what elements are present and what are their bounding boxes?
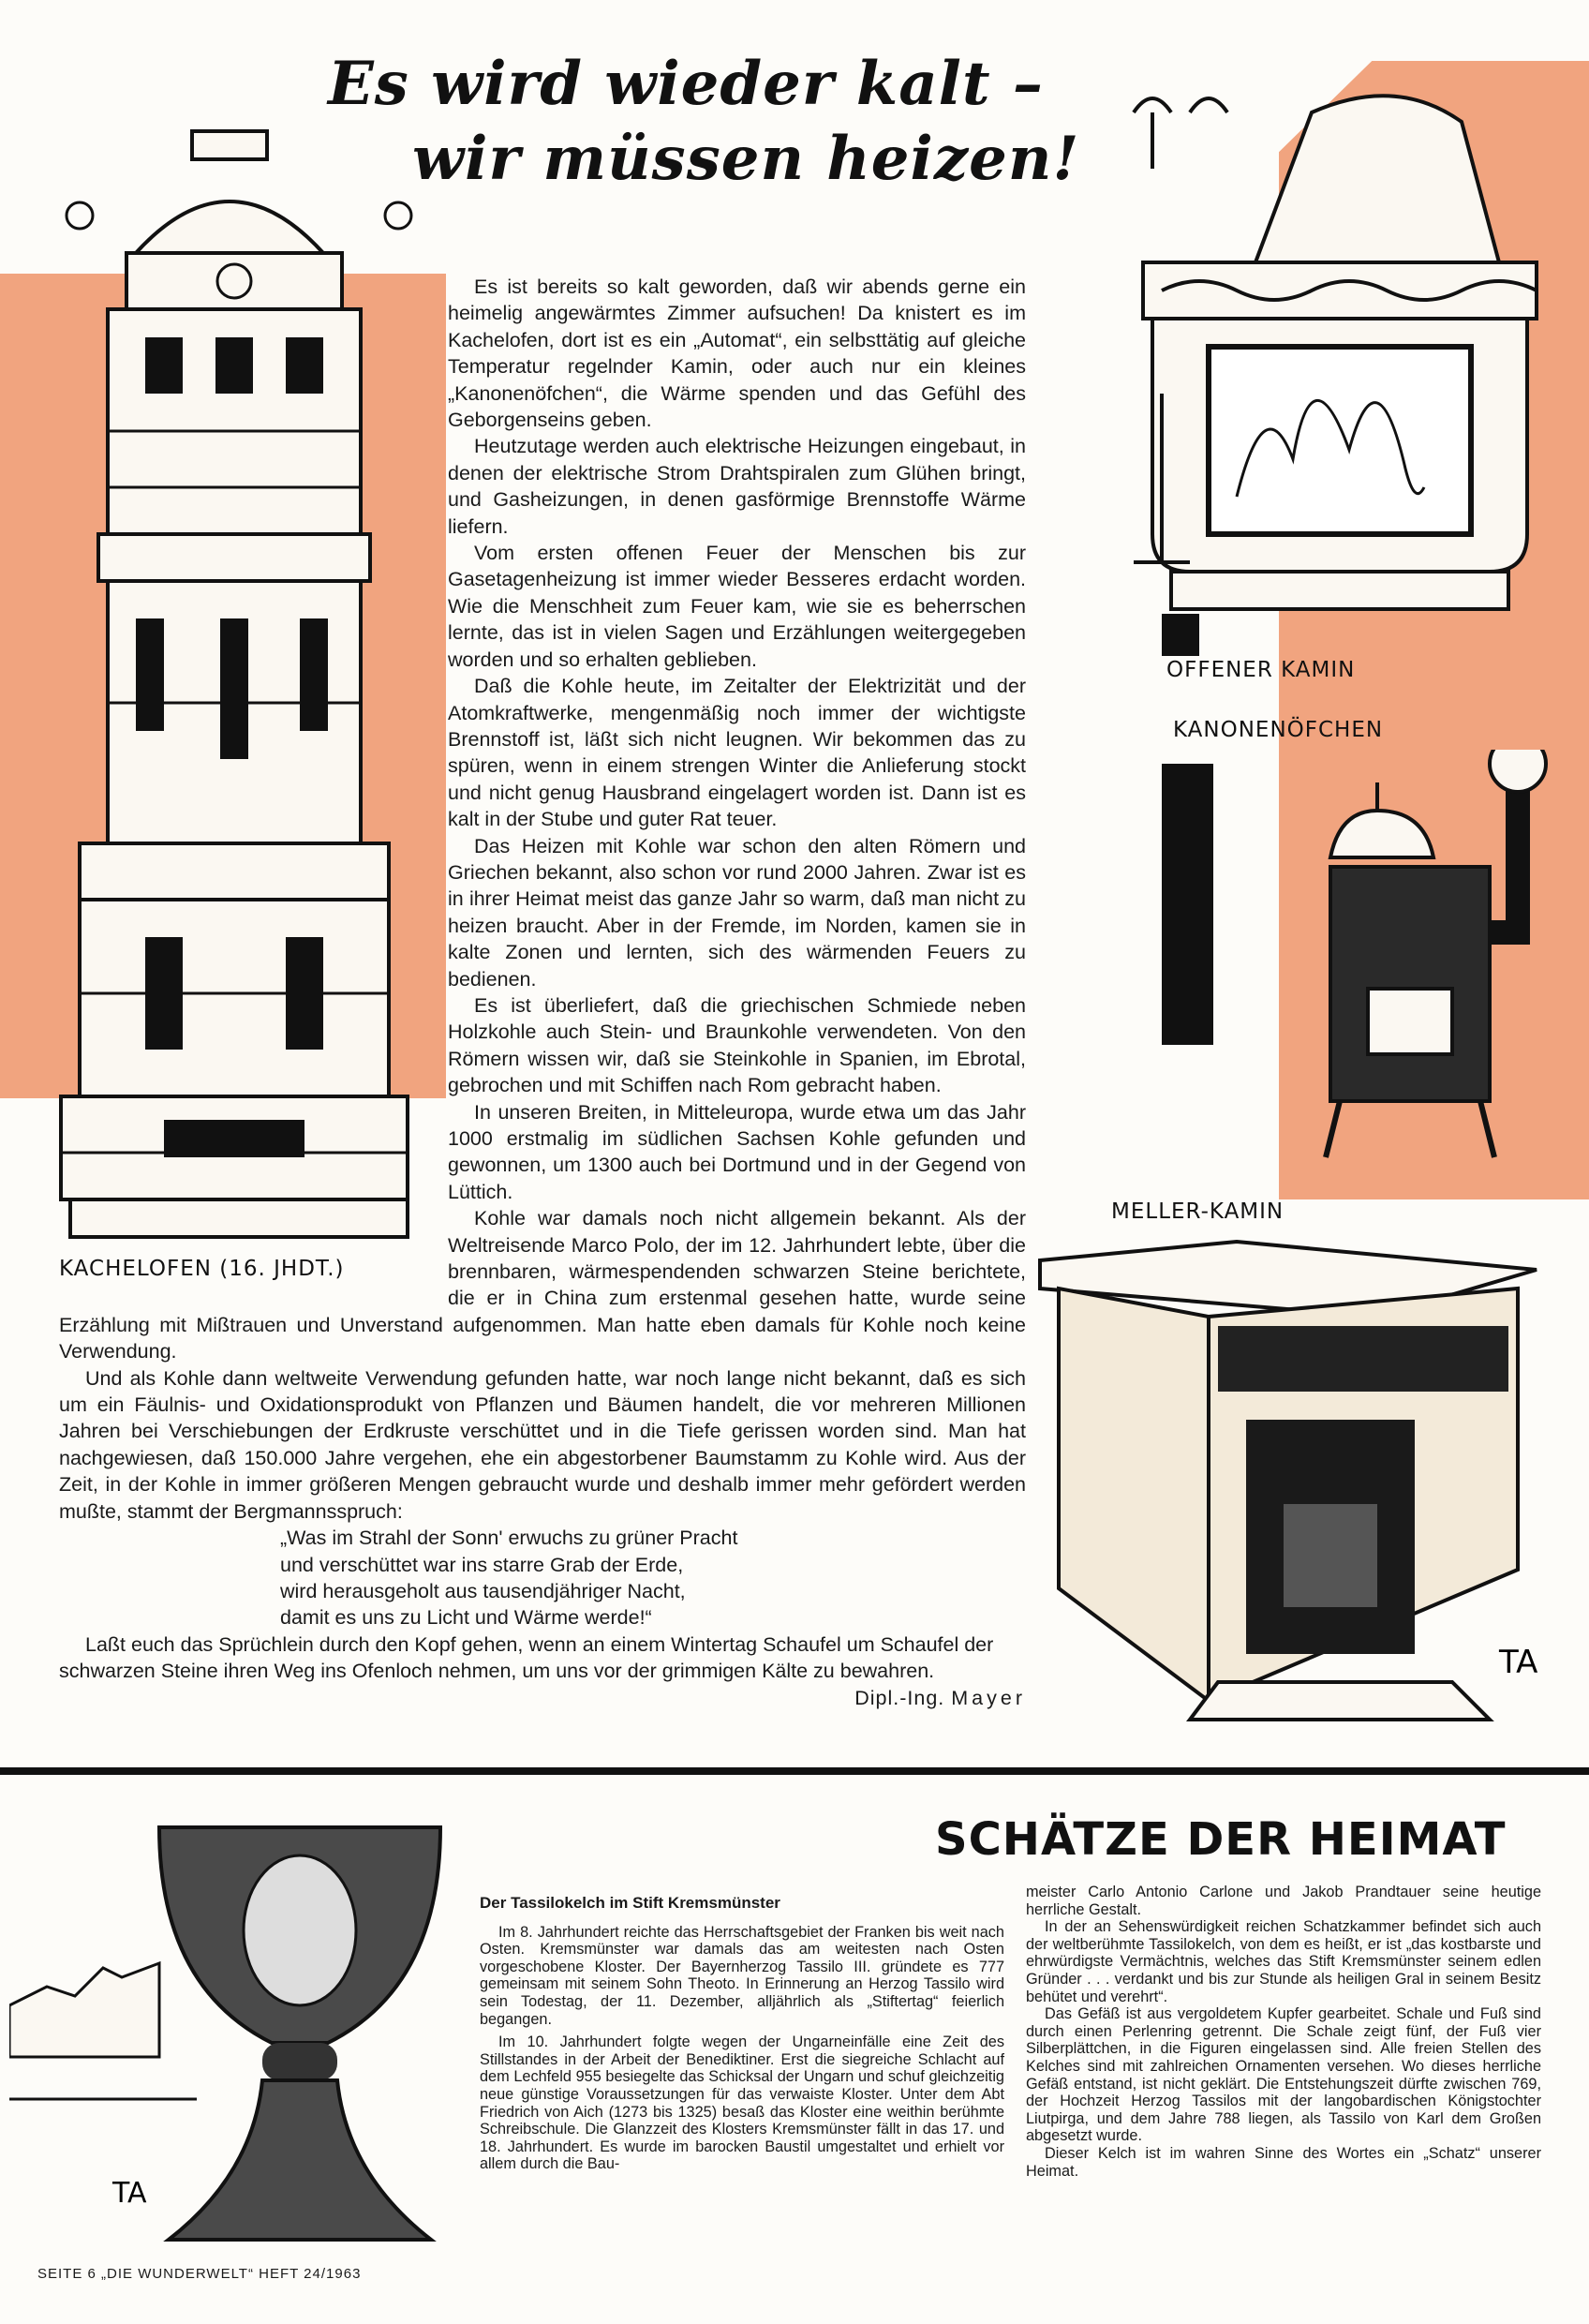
article-paragraph: Daß die Kohle heute, im Zeitalter der Elektrizität und der Atomkraftwerke, mengenmäßig noch immer der wichtigste Brennstoff ist, läßt sich nicht leugnen. Wir bekommen das zu spüren, wenn in einem strengen Winter die Anlieferung stockt und nicht genug Hausbrand eingelagert worden ist. Dann ist es kalt in der Stube und guter Rat teuer. [448, 675, 1026, 831]
article-paragraph: Und als Kohle dann weltweite Verwendung gefunden hatte, war noch lange nicht bekannt, daß es sich um ein Fäulnis- und Oxidationsprodukt von Pflanzen und Bäumen handelt, die vor mehreren Millionen Jahren bei Verschiebungen der Erdkruste verschüttet und in die Tiefe gerissen worden sind. Man hat nachgewiesen, daß 150.000 Jahre vergehen, ehe ein abgestorbener Baumstamm zu Kohle wird. Aus der Zeit, in der Kohle in immer größeren Mengen gebraucht wurde und deshalb immer mehr gefördert werden mußte, stammt der Bergmannsspruch: [59, 1366, 1026, 1523]
article-paragraph: Vom ersten offenen Feuer der Menschen bis zur Gasetagenheizung ist immer wieder Besseres erdacht worden. Wie die Menschheit zum Feuer kam, wie sie es beherrschen lernte, das ist in vielen Sagen und Erzählungen weitergegeben worden und so erhalten geblieben. [448, 542, 1026, 671]
artist-mark: TA [1499, 1644, 1538, 1681]
section-subheading: Der Tassilokelch im Stift Kremsmünster [480, 1894, 780, 1912]
poem-line: wird herausgeholt aus tausendjähriger Nacht, [280, 1579, 686, 1602]
article-closing: Laßt euch das Sprüchlein durch den Kopf gehen, wenn an einem Wintertag Schaufel um Schaufel der schwarzen Steine ihren Weg ins Ofenloch nehmen, um uns vor der grimmigen Kälte zu bewahren. [59, 1632, 994, 1683]
section-paragraph: Dieser Kelch ist im wahren Sinne des Wortes ein „Schatz“ unserer Heimat. [1026, 2144, 1541, 2180]
caption-offener-kamin: OFFENER KAMIN [1166, 658, 1356, 682]
signature-prefix: Dipl.-Ing. [854, 1686, 945, 1709]
caption-kachelofen: KACHELOFEN (16. JHDT.) [59, 1257, 345, 1281]
title-line-2: wir müssen heizen! [412, 124, 1080, 194]
title-line-1: Es wird wieder kalt – [328, 49, 1044, 119]
meller-kamin-illustration [1031, 1232, 1555, 1738]
page-footer: SEITE 6 „DIE WUNDERWELT“ HEFT 24/1963 [37, 2266, 362, 2282]
article-paragraph: Es ist bereits so kalt geworden, daß wir abends gerne ein heimelig angewärmtes Zimmer aufsuchen! Da knistert es im Kachelofen, dort ist es ein „Automat“, ein selbsttätig auf gleiche Temperatur regelnder Kamin, oder auch nur ein kleines „Kanonenöfchen“, die Wärme spenden und das Gefühl des Geborgenseins geben. [448, 276, 1026, 432]
section-paragraph: In der an Sehenswürdigkeit reichen Schatzkammer befindet sich auch der weltberühmte Tassilokelch, von dem es heißt, er ist „das kostbarste und ehrwürdigste Vermächtnis, welches das Stift Kremsmünster seinem edlen Gründer . . . verdankt und bis zur Stunde als heiligen Gral in seinem Besitz behütet und verehrt“. [1026, 1918, 1541, 2005]
main-article [59, 274, 1026, 1711]
article-paragraph: Es ist überliefert, daß die griechischen Schmiede neben Holzkohle auch Stein- und Braunkohle verwendeten. Von den Römern wissen wir, daß sie Steinkohle in Spanien, im Ebrotal, gebrochen und mit Schiffen nach Rom gebracht haben. [448, 993, 1026, 1097]
author-signature [854, 1685, 1026, 1711]
article-paragraph: Heutzutage werden auch elektrische Heizungen eingebaut, in denen der elektrische Strom Drahtspiralen zum Glühen bringt, und Gasheizungen, in denen gasförmige Brennstoffe Wärme liefern. [448, 435, 1026, 538]
artist-mark-2: TA [112, 2177, 147, 2210]
signature-name: Mayer [951, 1686, 1026, 1709]
poem-line: damit es uns zu Licht und Wärme werde!“ [280, 1606, 652, 1630]
section-paragraph: Im 8. Jahrhundert reichte das Herrschaftsgebiet der Franken bis weit nach Osten. Kremsmünster war damals das am weitesten nach Osten vorgeschobene Kloster. Der Bayernherzog Tassilo III. gründete es 777 gemeinsam mit seinem Sohn Theoto. In Erinnerung an Herzog Tassilo wird sein Todestag, der 11. Dezember, alljährlich als „Stiftertag“ feierlich begangen. [480, 1923, 1004, 2028]
article-closing-block [59, 1631, 1026, 1709]
tassilo-chalice-illustration [9, 1818, 468, 2258]
kachelofen-float [59, 274, 448, 1304]
section-paragraph: Das Gefäß ist aus vergoldetem Kupfer gearbeitet. Schale und Fuß sind durch einen Perlenring getrennt. Die Schale zeigt fünf, der Fuß vier Silberplättchen, in die Figuren eingelassen sind. Alle freien Stellen des Kelches sind mit zahlreichen Ornamenten versehen. Wo dieses herrliche Gefäß entstand, ist nicht geklärt. Die Entstehungszeit dürfte zwischen 769, der Hochzeit Herzog Tassilos mit der langobardischen Königstochter Liutpirga, und dem Jahre 788 liegen, als Tassilo von Karl dem Großen abgesetzt wurde. [1026, 2005, 1541, 2145]
article-paragraph: Das Heizen mit Kohle war schon den alten Römern und Griechen bekannt, also schon vor rund 2000 Jahren. Zwar ist es in ihrer Heimat meist das ganze Jahr so warm, daß man nicht zu heizen braucht. Aber in der Fremde, im Norden, kamen sie in kalte Zonen und lernten, sich des wärmenden Feuers zu bedienen. [448, 834, 1026, 991]
miner-poem [280, 1525, 1026, 1631]
article-paragraph: In unseren Breiten, in Mitteleuropa, wurde etwa um das Jahr 1000 erstmalig im südlichen Sachsen Kohle gefunden und gewonnen, um 1300 auch bei Dortmund und in der Gegend von Lüttich. [448, 1100, 1026, 1203]
poem-line: und verschüttet war ins starre Grab der Erde, [280, 1553, 684, 1576]
section-paragraph: meister Carlo Antonio Carlone und Jakob Prandtauer seine heutige herrliche Gestalt. [1026, 1884, 1541, 1918]
offener-kamin-illustration [1096, 56, 1546, 656]
section-heading: SCHÄTZE DER HEIMAT [935, 1813, 1507, 1866]
section-column-2 [1026, 1884, 1541, 2180]
section-paragraph: Im 10. Jahrhundert folgte wegen der Ungarneinfälle eine Zeit des Stillstandes in der Arbeit der Benediktiner. Erst die siegreiche Schlacht auf dem Lechfeld 955 besiegelte das Schicksal der Ungarn und schuf gleichzeitig neue günstige Voraussetzungen für das verwaiste Kloster. Unter dem Abt Friedrich von Aich (1273 bis 1325) besaß das Kloster eine weithin berühmte Schreibschule. Die Glanzzeit des Klosters Kremsmünster fällt in das 17. und 18. Jahrhundert. Es wurde im barocken Baustil umgestaltet und erhielt vor allem durch die Bau- [480, 2034, 1004, 2173]
caption-kanonenoefchen: KANONENÖFCHEN [1173, 718, 1384, 742]
section-column-1 [480, 1895, 1004, 2173]
section-divider [0, 1767, 1589, 1775]
kanonenoefchen-illustration [1162, 750, 1555, 1181]
caption-meller-kamin: MELLER-KAMIN [1111, 1199, 1285, 1224]
poem-line: „Was im Strahl der Sonn' erwuchs zu grüner Pracht [280, 1527, 738, 1550]
article-paragraph: Kohle war damals noch nicht allgemein bekannt. Als der Weltreisende Marco Polo, der im 12. Jahrhundert lebte, über die brennbaren, wärmespendenden schwarzen Steine berichtete, die er in China zum erstenmal gesehen hatte, wurde seine Erzählung mit Mißtrauen und Unverstand aufgenommen. Man hatte eben damals für Kohle noch keine Verwendung. [59, 1207, 1026, 1363]
